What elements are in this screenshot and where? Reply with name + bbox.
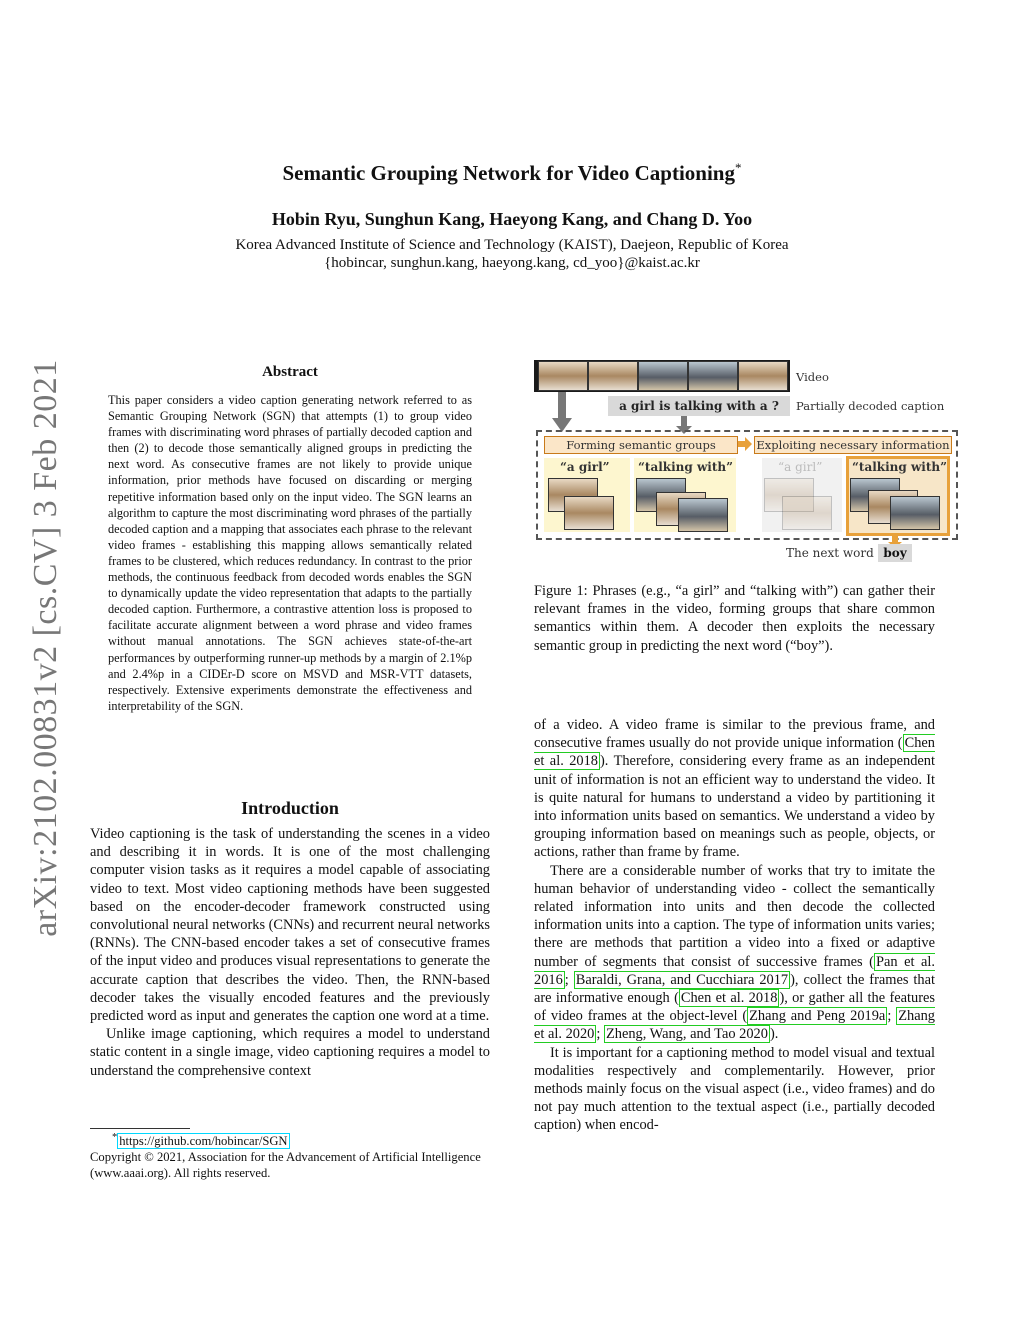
text-run: ; <box>564 971 574 988</box>
video-frame <box>638 361 688 391</box>
text-run: of a video. A video frame is similar to the previous frame, and consecutive frames usually do not provide unique information ( <box>534 717 935 752</box>
copyright-notice: Copyright © 2021, Association for the Advancement of Artificial Intelligence (www.aaai.org). All rights reserved. <box>90 1150 481 1181</box>
citation-link[interactable]: Chen et al. 2018 <box>680 990 778 1007</box>
text-run: ; <box>887 1008 897 1025</box>
partial-caption-box: a girl is talking with a ? <box>608 396 790 416</box>
exploiting-info-header: Exploiting necessary information <box>754 436 952 454</box>
group-frame <box>782 496 832 530</box>
group-phrase-selected: “talking with” <box>852 460 948 474</box>
authors: Hobin Ryu, Sunghun Kang, Haeyong Kang, and Chang D. Yoo <box>271 209 753 229</box>
text-run: There are a considerable number of works that try to imitate the human behavior of understanding video - collect the semantically related information into units and then decode the collected information units into a caption. The type of information units varies; there are methods that partition a video into a fixed or adaptive number of segments that consist of successive frames ( <box>534 862 935 970</box>
citation-link[interactable]: Zheng, Wang, and Tao 2020 <box>605 1026 768 1043</box>
title-footnote-mark: * <box>735 160 742 175</box>
citation-link[interactable]: Zhang and Peng 2019a <box>749 1008 886 1025</box>
group-phrase-faded: “a girl” <box>778 460 823 474</box>
group-phrase: “a girl” <box>560 460 610 474</box>
abstract-heading: Abstract <box>262 364 318 380</box>
github-link[interactable]: https://github.com/hobincar/SGN <box>119 1134 288 1149</box>
figure-1 <box>534 356 954 570</box>
emails: {hobincar, sunghun.kang, haeyong.kang, cd_yoo}@kaist.ac.kr <box>324 255 700 271</box>
video-filmstrip <box>534 360 790 392</box>
right-paragraph-3: It is important for a captioning method to model visual and textual modalities respectively and complementarily. However, prior methods mainly focus on the visual aspect (i.e., video frames) and do not pay much attention to the textual aspect (i.e., partially decoded caption) when encod- <box>534 1044 935 1134</box>
left-column <box>90 825 490 1080</box>
footnote-rule <box>90 1128 190 1129</box>
group-frame <box>678 498 728 532</box>
citation-link[interactable]: Zhang et al. 2020 <box>534 1008 935 1043</box>
right-arrow-icon <box>738 437 752 451</box>
next-word-label: The next word <box>786 546 874 560</box>
right-paragraph-1 <box>534 716 935 862</box>
text-run: ), collect the frames that are informative enough ( <box>534 971 935 1007</box>
next-word-box: boy <box>878 544 912 562</box>
group-frame <box>564 496 614 530</box>
text-run: ), or gather all the features of video frames at the object-level ( <box>534 990 936 1025</box>
video-frame <box>538 361 588 391</box>
video-frame <box>688 361 738 391</box>
down-arrow-icon <box>552 392 572 432</box>
footnote-mark: * <box>112 1132 118 1143</box>
citation-link[interactable]: Pan et al. 2016 <box>534 953 935 988</box>
text-run: ; <box>596 1026 604 1043</box>
partial-caption-label: Partially decoded caption <box>796 399 945 413</box>
text-run: ). Therefore, considering every frame as an independent unit of information is not an efficient way to understand the video. It is quite natural for humans to understand a video by partitioning it into information units based on semantics. We understand a video by grouping information based on meanings such as people, objects, or actions, rather than frame by frame. <box>534 753 935 861</box>
right-column <box>534 716 935 1135</box>
footnote-url-line <box>90 1130 490 1149</box>
arxiv-stamp: arXiv:2102.00831v2 [cs.CV] 3 Feb 2021 <box>27 359 64 937</box>
semantic-groups-panel <box>536 430 958 540</box>
video-frame <box>588 361 638 391</box>
video-label: Video <box>796 370 829 384</box>
intro-paragraph-1: Video captioning is the task of understanding the scenes in a video and describing it in words. It is one of the most challenging computer vision tasks as it requires a model capable of associating video to text. Most video captioning methods have been suggested based on the encoder-decoder framework constructed using convolutional neural networks (CNNs) and recurrent neural networks (RNNs). The CNN-based encoder takes a set of consecutive frames of the input video and produces visual representations to generate the accurate caption that describes the video. Then, the RNN-based decoder takes the visually encoded features and the previously predicted word as input and generates the caption one word at a time. <box>90 826 491 1025</box>
group-frame <box>890 496 940 530</box>
citation-link[interactable]: Baraldi, Grana, and Cucchiara 2017 <box>575 971 789 988</box>
affiliation: Korea Advanced Institute of Science and Technology (KAIST), Daejeon, Republic of Korea <box>235 237 789 253</box>
paper-title-text: Semantic Grouping Network for Video Captioning <box>282 161 735 185</box>
footnote <box>90 1130 490 1181</box>
introduction-heading: Introduction <box>241 798 339 818</box>
intro-paragraph-2: Unlike image captioning, which requires a model to understand static content in a single image, video captioning requires a model to understand the comprehensive context <box>90 1026 490 1079</box>
text-run: ). <box>769 1026 779 1043</box>
right-paragraph-2 <box>534 862 935 1044</box>
figure-caption: Figure 1: Phrases (e.g., “a girl” and “talking with”) can gather their relevant frames in the video, forming groups that share common semantics within them. A decoder then exploits the necessary semantic group in predicting the next word (“boy”). <box>534 583 935 654</box>
affiliation-block <box>0 236 1024 272</box>
paper-title <box>0 160 1024 186</box>
citation-link[interactable]: Chen et al. 2018 <box>534 735 935 770</box>
forming-groups-header: Forming semantic groups <box>544 436 738 454</box>
video-frame <box>738 361 788 391</box>
abstract-text: This paper considers a video caption generating network referred to as Semantic Grouping Network (SGN) that attempts (1) to group video frames with discriminating word phrases of partially decoded caption and then (2) to decode those semantically aligned groups in predicting the next word. As consecutive frames are not likely to provide unique information, prior methods have focused on discarding or merging repetitive information based only on the input video. The SGN learns an algorithm to capture the most discriminating word phrases of the partially decoded caption and a mapping that associates each phrase to the relevant video frames - establishing this mapping allows semantically related frames to be clustered, which reduces redundancy. In contrast to the prior methods, the continuous feedback from decoded words enables the SGN to dynamically update the video representation that adapts to the partially decoded caption. Furthermore, a contrastive attention loss is proposed to facilitate accurate alignment between a word phrase and video frames without manual annotations. The SGN achieves state-of-the-art performances by outperforming runner-up methods by a margin of 2.1%p and 2.4%p in a CIDEr-D score on MSVD and MSR-VTT datasets, respectively. Extensive experiments demonstrate the effectiveness and interpretability of the SGN. <box>108 393 472 713</box>
group-phrase: “talking with” <box>638 460 734 474</box>
